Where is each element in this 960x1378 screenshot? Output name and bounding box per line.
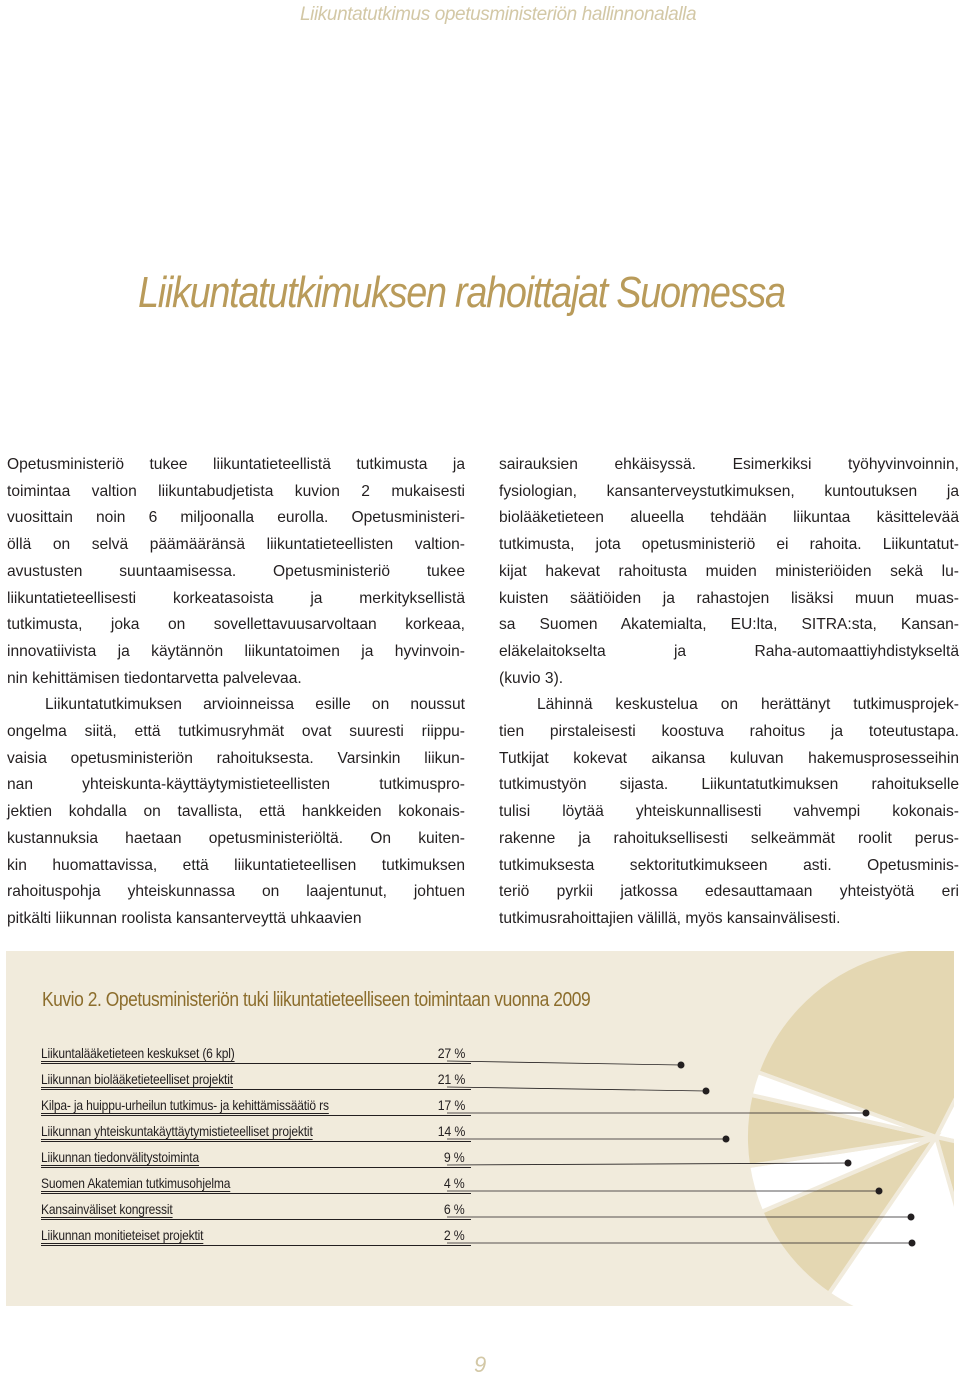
text-line: teriö pyrkii jatkossa edesauttamaan yhteistyötä eri — [499, 883, 959, 901]
leader-line — [447, 1087, 706, 1091]
text-line: kijat hakevat rahoitusta muiden ministeriöiden sekä lu- — [499, 562, 959, 580]
legend-value: 21 % — [437, 1071, 465, 1087]
legend-label: Kilpa- ja huippu-urheilun tutkimus- ja kehittämissäätiö rs — [41, 1097, 329, 1113]
pie-chart — [6, 951, 954, 1306]
text-line: Lähinnä keskustelua on herättänyt tutkimusprojek- — [537, 696, 959, 714]
text-line: öllä on selvä päämääränsä liikuntatieteellisten valtion- — [7, 536, 465, 554]
text-line: kuisten säätiöiden ja rahastojen lisäksi muun muas- — [499, 589, 959, 607]
text-line: liikuntatieteellisesti korkeatasoista ja merkityksellistä — [7, 589, 465, 607]
paragraph — [7, 692, 465, 932]
leader-dot — [876, 1188, 883, 1195]
text-line: kustannuksia haetaan opetusministeriöltä. On kuiten- — [7, 829, 465, 847]
text-line: nan yhteiskunta-käyttäytymistieteellisten tutkimuspro- — [7, 776, 465, 794]
paragraph — [7, 452, 465, 692]
text-line: eläkelaitokselta ja Raha-automaattiyhdistykseltä — [499, 642, 959, 660]
text-line: rakenne ja rahoituksellisesti selkeämmät roolit perus- — [499, 829, 959, 847]
legend-value: 14 % — [437, 1123, 465, 1139]
text-line: (kuvio 3). — [499, 669, 564, 687]
text-line: toimintaa valtion liikuntabudjetista kuvion 2 mukaisesti — [7, 482, 465, 500]
text-line: fysiologian, kansanterveystutkimuksen, kuntoutuksen ja — [499, 482, 959, 500]
legend-value: 6 % — [444, 1201, 465, 1217]
text-line: avustusten suuntaamisessa. Opetusministeriö tukee — [7, 562, 465, 580]
pie-slices — [746, 951, 954, 1306]
text-line: nin kehittämisen tiedontarvetta palvelevaa. — [7, 669, 302, 687]
legend-label: Liikuntalääketieteen keskukset (6 kpl) — [41, 1045, 235, 1061]
text-line: vuosittain noin 6 miljoonalla eurolla. Opetusministeri- — [7, 509, 465, 527]
body-column-right — [499, 452, 959, 933]
text-line: Liikuntatutkimuksen arvioinneissa esille on noussut — [45, 696, 465, 714]
text-line: ongelma siitä, että tutkimusryhmät ovat suuresti riippu- — [7, 723, 465, 741]
text-line: pitkälti liikunnan roolista kansanterveyttä uhkaavien — [7, 909, 362, 927]
legend-value: 27 % — [437, 1045, 465, 1061]
legend-value: 9 % — [444, 1149, 465, 1165]
legend-label: Liikunnan tiedonvälitystoiminta — [41, 1149, 199, 1165]
text-line: jektien kohdalla on tavallista, että hankkeiden kokonais- — [7, 803, 465, 821]
text-line: tutkimuksesta sektoritutkimukseen asti. Opetusminis- — [499, 856, 959, 874]
text-line: Tutkijat kokevat aikansa kuluvan hakemusprosesseihin — [499, 749, 959, 767]
figure-caption: Kuvio 2. Opetusministeriön tuki liikuntatieteelliseen toimintaan vuonna 2009 — [42, 989, 591, 1011]
legend-label: Liikunnan monitieteiset projektit — [41, 1227, 204, 1243]
text-line: sa Suomen Akatemialta, EU:lta, SITRA:sta, Kansan- — [499, 616, 959, 634]
legend-value: 4 % — [444, 1175, 465, 1191]
running-head: Liikuntatutkimus opetusministeriön hallinnonalalla — [300, 4, 697, 25]
legend-label: Liikunnan yhteiskuntakäyttäytymistieteelliset projektit — [41, 1123, 313, 1139]
paragraph — [499, 692, 959, 932]
text-line: tulisi löytää yhteiskunnallisesti vahvempi kokonais- — [499, 803, 959, 821]
text-line: Opetusministeriö tukee liikuntatieteellistä tutkimusta ja — [7, 456, 465, 473]
legend-label: Kansainväliset kongressit — [41, 1201, 173, 1217]
leader-dot — [723, 1136, 730, 1143]
legend-value: 17 % — [437, 1097, 465, 1113]
leader-dot — [703, 1088, 710, 1095]
text-line: innovatiivista ja käytännön liikuntatoimen ja hyvinvoin- — [7, 642, 465, 660]
leader-dot — [863, 1110, 870, 1117]
legend-label: Suomen Akatemian tutkimusohjelma — [41, 1175, 231, 1191]
leader-dot — [845, 1160, 852, 1167]
text-line: biolääketieteen alueella tehdään liikuntaa käsittelevää — [499, 509, 959, 527]
article-title: Liikuntatutkimuksen rahoittajat Suomessa — [138, 268, 785, 317]
text-line: kin huomattavissa, että liikuntatieteellisen tutkimuksen — [7, 856, 465, 874]
text-line: rahoituspohja yhteiskunnassa on laajentunut, johtuen — [7, 883, 465, 901]
text-line: sairauksien ehkäisyssä. Esimerkiksi työhyvinvoinnin, — [499, 456, 959, 473]
leader-line — [447, 1061, 681, 1065]
paragraph — [499, 452, 959, 692]
text-line: vaisia opetusministeriön rahoituksesta. Varsinkin liikun- — [7, 749, 465, 767]
leader-dot — [908, 1214, 915, 1221]
text-line: tutkimustyön sijasta. Liikuntatutkimuksen rahoitukselle — [499, 776, 959, 794]
leader-dot — [909, 1240, 916, 1247]
text-line: tutkimusrahoittajien välillä, myös kansainvälisesti. — [499, 909, 841, 927]
legend-value: 2 % — [444, 1227, 465, 1243]
text-line: tutkimusta, joka on sovellettavuusarvoltaan korkeaa, — [7, 616, 465, 634]
text-line: tien pirstaleisesti koostuva rahoitus ja toteutustapa. — [499, 723, 959, 741]
text-line: tutkimusta, jota opetusministeriö ei rahoita. Liikuntatut- — [499, 536, 959, 554]
legend-label: Liikunnan biolääketieteelliset projektit — [41, 1071, 233, 1087]
leader-dot — [678, 1062, 685, 1069]
body-column-left — [7, 452, 465, 933]
page-number: 9 — [474, 1352, 487, 1377]
figure-panel — [6, 951, 954, 1306]
